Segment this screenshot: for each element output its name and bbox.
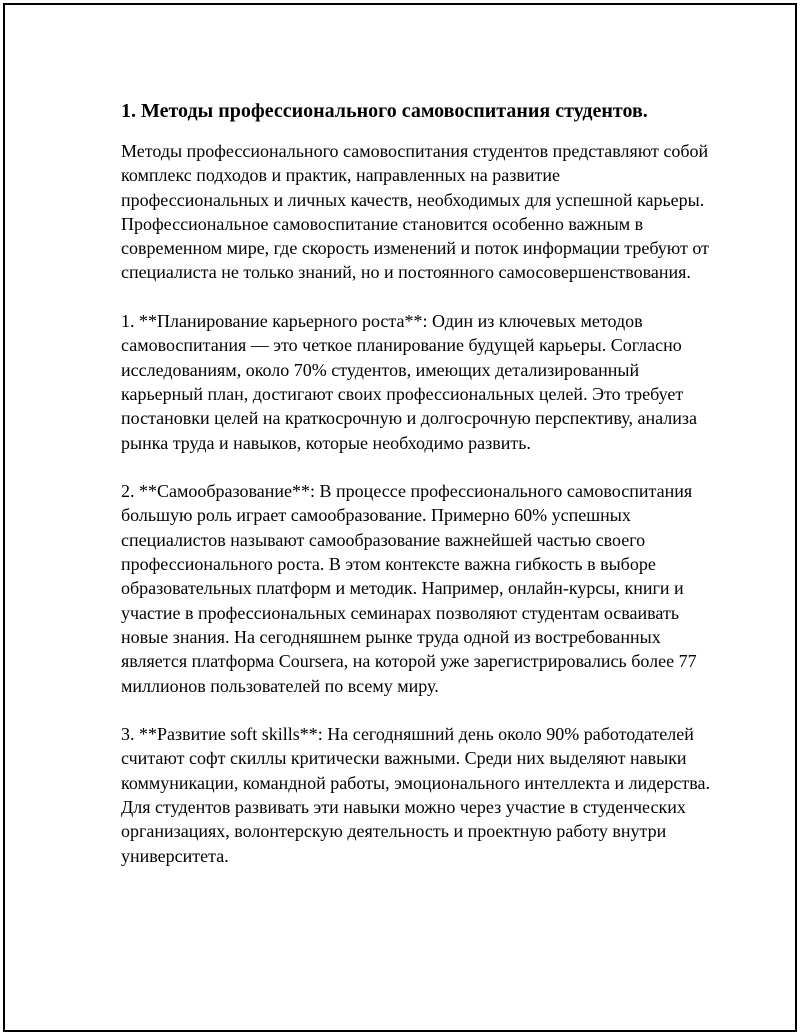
page-frame [3, 3, 797, 1032]
paragraph-soft-skills: 3. **Развитие soft skills**: На сегодняшний день около 90% работодателей считают софт скиллы критически важными. Среди них выделяют навыки коммуникации, командной работы, эмоционального интеллекта и лидерства. Для студентов развивать эти навыки можно через участие в студенческих организациях, волонтерскую деятельность и проектную работу внутри университета. [121, 724, 710, 866]
section-title: 1. Методы профессионального самовоспитания студентов. [121, 100, 648, 122]
document-body [121, 97, 711, 868]
intro-paragraph: Методы профессионального самовоспитания студентов представляют собой комплекс подходов и практик, направленных на развитие профессиональных и личных качеств, необходимых для успешной карьеры. Профессиональное самовоспитание становится особенно важным в современном мире, где скорость изменений и поток информации требуют от специалиста не только знаний, но и постоянного самосовершенствования. [121, 141, 710, 283]
paragraph-self-education: 2. **Самообразование**: В процессе профессионального самовоспитания большую роль играет самообразование. Примерно 60% успешных специалистов называют самообразование важнейшей частью своего профессионального роста. В этом контексте важна гибкость в выборе образовательных платформ и методик. Например, онлайн-курсы, книги и участие в профессиональных семинарах позволяют студентам осваивать новые знания. На сегодняшнем рынке труда одной из востребованных является платформа Coursera, на которой уже зарегистрировались более 77 миллионов пользователей по всему миру. [121, 481, 697, 696]
paragraph-career-planning: 1. **Планирование карьерного роста**: Один из ключевых методов самовоспитания — это четкое планирование будущей карьеры. Согласно исследованиям, около 70% студентов, имеющих детализированный карьерный план, достигают своих профессиональных целей. Это требует постановки целей на краткосрочную и долгосрочную перспективу, анализа рынка труда и навыков, которые необходимо развить. [121, 311, 697, 453]
